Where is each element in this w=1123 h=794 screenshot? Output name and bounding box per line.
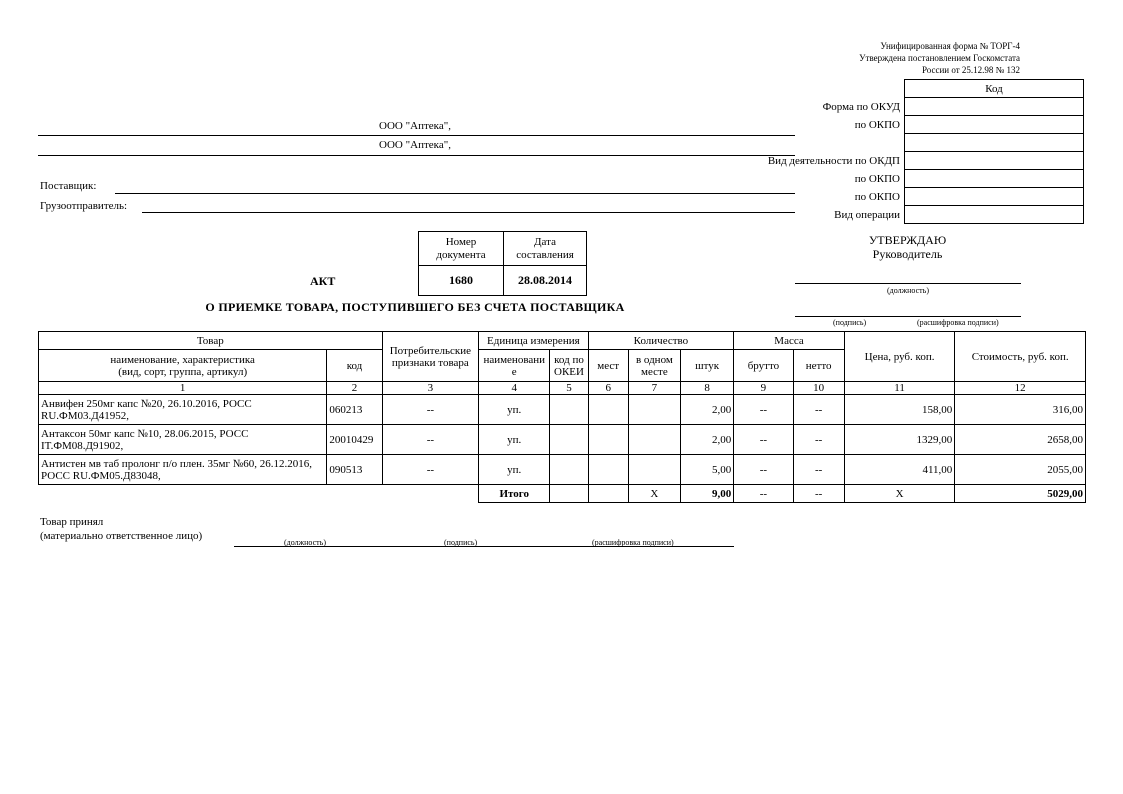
cell-okei (550, 395, 588, 425)
codes-value-okud[interactable] (905, 98, 1084, 116)
cell-consumer: -- (382, 395, 478, 425)
approve-position-caption: (должность) (887, 286, 929, 295)
total-pieces: 9,00 (681, 485, 734, 503)
col-number: 12 (955, 382, 1086, 395)
cell-pieces: 2,00 (681, 425, 734, 455)
cell-price: 158,00 (844, 395, 955, 425)
col-number: 3 (382, 382, 478, 395)
cell-price: 1329,00 (844, 425, 955, 455)
total-net: -- (793, 485, 844, 503)
codes-label-okud: Форма по ОКУД (822, 100, 900, 113)
total-gross: -- (734, 485, 793, 503)
received-line-1: Товар принял (40, 516, 104, 528)
form-info (780, 40, 1020, 76)
cell-unit: уп. (479, 455, 550, 485)
total-row (39, 485, 1086, 503)
cell-okei (550, 455, 588, 485)
header-net: нетто (793, 350, 844, 382)
header-mass: Масса (734, 332, 845, 350)
cell-one-place (628, 395, 680, 425)
doc-number-header: Номер документа (419, 232, 504, 266)
cell-one-place (628, 455, 680, 485)
cell-places (588, 395, 628, 425)
codes-block (700, 79, 1084, 224)
table-row (39, 425, 1086, 455)
cell-gross: -- (734, 395, 793, 425)
received-line-2: (материально ответственное лицо) (40, 530, 203, 542)
doc-date-header: Дата составления (504, 232, 587, 266)
cell-unit: уп. (479, 425, 550, 455)
received-decode-caption: (расшифровка подписи) (592, 538, 674, 547)
col-number: 8 (681, 382, 734, 395)
cell-code: 060213 (327, 395, 382, 425)
cell-one-place (628, 425, 680, 455)
supplier-label: Поставщик: (40, 180, 97, 192)
codes-label-okpo-2: по ОКПО (854, 172, 900, 185)
header-unit: Единица измерения (479, 332, 589, 350)
shipper-label: Грузоотправитель: (40, 200, 128, 212)
approve-title: УТВЕРЖДАЮ (868, 233, 947, 247)
codes-label-okpo-1: по ОКПО (854, 118, 900, 131)
cell-okei (550, 425, 588, 455)
col-number: 9 (734, 382, 793, 395)
col-number: 7 (628, 382, 680, 395)
table-row (39, 395, 1086, 425)
approve-position-line[interactable] (795, 283, 1021, 284)
goods-table (38, 331, 1086, 503)
shipper-line[interactable] (142, 212, 795, 213)
codes-value-okpo-1[interactable] (905, 116, 1084, 134)
total-places (588, 485, 628, 503)
approve-role: Руководитель (872, 247, 943, 261)
doc-info-table (418, 231, 587, 296)
cell-places (588, 425, 628, 455)
total-one-place: X (628, 485, 680, 503)
form-line-3: России от 25.12.98 № 132 (921, 65, 1020, 75)
doc-number: 1680 (419, 266, 504, 296)
cell-name: Антистен мв таб пролонг п/о плен. 35мг №60, 26.12.2016, РОСС RU.ФМ05.Д83048, (39, 455, 327, 485)
cell-net: -- (793, 425, 844, 455)
header-goods: Товар (39, 332, 383, 350)
header-code: код (327, 350, 382, 382)
cell-consumer: -- (382, 425, 478, 455)
total-label: Итого (479, 485, 550, 503)
col-number: 6 (588, 382, 628, 395)
codes-value-okpo-3[interactable] (905, 188, 1084, 206)
supplier-line[interactable] (115, 193, 795, 194)
approve-sign-caption: (подпись) (833, 318, 867, 327)
codes-label-okpo-3: по ОКПО (854, 190, 900, 203)
cell-name: Антаксон 50мг капс №10, 28.06.2015, РОСС IT.ФМ08.Д91902, (39, 425, 327, 455)
total-okei (550, 485, 588, 503)
header-consumer: Потребительские признаки товара (382, 332, 478, 382)
col-number: 2 (327, 382, 382, 395)
total-price: X (844, 485, 955, 503)
cell-unit: уп. (479, 395, 550, 425)
org-line-1: ООО "Аптека", (379, 120, 451, 132)
act-label: АКТ (310, 274, 336, 288)
org-line-2: ООО "Аптека", (379, 139, 451, 151)
header-price: Цена, руб. коп. (844, 332, 955, 382)
codes-value-okdp[interactable] (905, 152, 1084, 170)
cell-cost: 2658,00 (955, 425, 1086, 455)
col-number: 1 (39, 382, 327, 395)
header-places: мест (588, 350, 628, 382)
cell-places (588, 455, 628, 485)
cell-gross: -- (734, 425, 793, 455)
cell-net: -- (793, 395, 844, 425)
cell-price: 411,00 (844, 455, 955, 485)
col-number: 5 (550, 382, 588, 395)
cell-name: Анвифен 250мг капс №20, 26.10.2016, РОСС RU.ФМ03.Д41952, (39, 395, 327, 425)
doc-title: О ПРИЕМКЕ ТОВАРА, ПОСТУПИВШЕГО БЕЗ СЧЕТА ПОСТАВЩИКА (205, 300, 625, 314)
cell-pieces: 5,00 (681, 455, 734, 485)
approve-decode-caption: (расшифровка подписи) (917, 318, 999, 327)
cell-net: -- (793, 455, 844, 485)
codes-label-operation: Вид операции (834, 208, 900, 221)
header-qty: Количество (588, 332, 734, 350)
form-line-2: Утверждена постановлением Госкомстата (859, 53, 1020, 63)
codes-header: Код (905, 80, 1084, 98)
header-name: наименование, характеристика (вид, сорт, группа, артикул) (39, 350, 327, 382)
header-cost: Стоимость, руб. коп. (955, 332, 1086, 382)
codes-value-blank[interactable] (905, 134, 1084, 152)
received-block (40, 515, 202, 543)
cell-code: 20010429 (327, 425, 382, 455)
col-number: 10 (793, 382, 844, 395)
codes-label-blank (700, 134, 905, 152)
codes-value-operation[interactable] (905, 206, 1084, 224)
cell-pieces: 2,00 (681, 395, 734, 425)
codes-value-okpo-2[interactable] (905, 170, 1084, 188)
header-unit-name: наименовани е (479, 350, 550, 382)
form-line-1: Унифицированная форма № ТОРГ-4 (880, 41, 1020, 51)
table-row (39, 455, 1086, 485)
doc-date: 28.08.2014 (504, 266, 587, 296)
total-cost: 5029,00 (955, 485, 1086, 503)
col-number: 4 (479, 382, 550, 395)
cell-cost: 316,00 (955, 395, 1086, 425)
approve-sign-line[interactable] (795, 316, 1021, 317)
col-number: 11 (844, 382, 955, 395)
header-one-place: в одном месте (628, 350, 680, 382)
org-underline-2 (38, 155, 795, 156)
org-underline-1 (38, 135, 795, 136)
header-okei: код по ОКЕИ (550, 350, 588, 382)
received-sign-caption: (подпись) (444, 538, 478, 547)
cell-cost: 2055,00 (955, 455, 1086, 485)
cell-code: 090513 (327, 455, 382, 485)
cell-consumer: -- (382, 455, 478, 485)
cell-gross: -- (734, 455, 793, 485)
codes-label-okdp: Вид деятельности по ОКДП (767, 154, 900, 167)
header-pieces: штук (681, 350, 734, 382)
header-gross: брутто (734, 350, 793, 382)
received-position-caption: (должность) (284, 538, 326, 547)
